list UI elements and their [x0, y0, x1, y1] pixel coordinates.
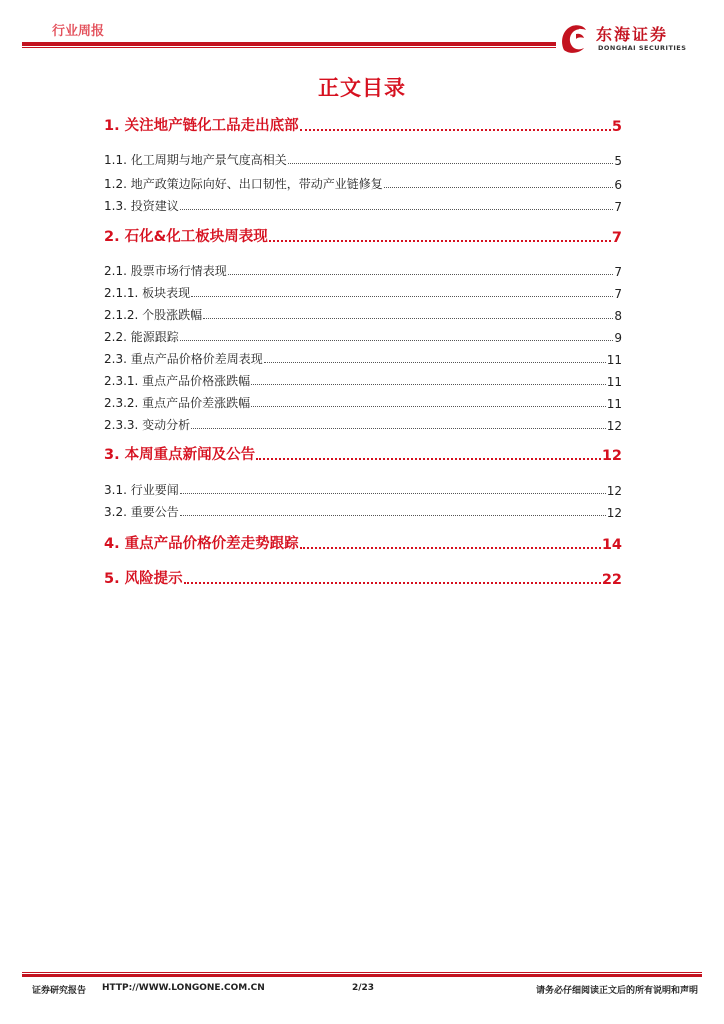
toc-leader-dots — [191, 296, 613, 297]
logo-english-name: DONGHAI SECURITIES — [598, 44, 687, 52]
dragon-logo-icon — [558, 20, 590, 56]
toc-entry-page: 7 — [614, 265, 622, 279]
toc-section-entry[interactable] — [104, 226, 622, 246]
company-logo — [558, 20, 688, 56]
toc-entry-label: 2.3. 重点产品价格价差周表现 — [104, 352, 263, 366]
toc-entry-page: 7 — [611, 230, 622, 246]
toc-leader-dots — [288, 163, 614, 164]
toc-subsection-entry[interactable] — [104, 500, 622, 520]
header-divider-thin — [22, 47, 556, 48]
footer-website-link[interactable]: HTTP://WWW.LONGONE.COM.CN — [102, 983, 265, 993]
toc-entry-page: 7 — [614, 200, 622, 214]
toc-section-entry[interactable] — [104, 115, 622, 135]
toc-entry-label: 2.3.1. 重点产品价格涨跌幅 — [104, 374, 251, 388]
footer-report-type: 证券研究报告 — [32, 986, 87, 996]
toc-subsection-entry[interactable] — [104, 148, 622, 168]
toc-subsection-entry[interactable] — [104, 413, 622, 433]
toc-entry-label: 3. 本周重点新闻及公告 — [104, 447, 256, 463]
toc-leader-dots — [264, 362, 606, 363]
toc-entry-label: 3.1. 行业要闻 — [104, 483, 179, 497]
header-divider — [22, 42, 556, 46]
footer-divider — [22, 974, 702, 977]
toc-section-entry[interactable] — [104, 444, 622, 464]
toc-entry-label: 2.2. 能源跟踪 — [104, 330, 179, 344]
toc-leader-dots — [269, 240, 611, 242]
toc-subsection-entry[interactable] — [104, 303, 622, 323]
toc-leader-dots — [384, 187, 614, 188]
toc-leader-dots — [180, 515, 606, 516]
toc-leader-dots — [251, 384, 606, 385]
footer-divider-thin — [22, 972, 702, 973]
footer-page-number: 2/23 — [352, 983, 375, 993]
toc-entry-page: 14 — [601, 537, 622, 553]
toc-entry-label: 2.1.2. 个股涨跌幅 — [104, 308, 203, 322]
toc-section-entry[interactable] — [104, 568, 622, 588]
toc-entry-page: 12 — [606, 484, 622, 498]
toc-entry-label: 1.3. 投资建议 — [104, 199, 179, 213]
toc-entry-page: 9 — [614, 331, 622, 345]
toc-entry-page: 22 — [601, 572, 622, 588]
toc-subsection-entry[interactable] — [104, 325, 622, 345]
toc-entry-label: 2. 石化&化工板块周表现 — [104, 229, 268, 245]
logo-chinese-name: 东海证券 — [596, 25, 669, 44]
toc-leader-dots — [256, 458, 601, 460]
toc-entry-label: 1.2. 地产政策边际向好、出口韧性，带动产业链修复 — [104, 177, 383, 191]
toc-subsection-entry[interactable] — [104, 259, 622, 279]
toc-subsection-entry[interactable] — [104, 172, 622, 192]
toc-leader-dots — [300, 547, 601, 549]
toc-subsection-entry[interactable] — [104, 369, 622, 389]
toc-entry-label: 2.3.2. 重点产品价差涨跌幅 — [104, 396, 251, 410]
toc-entry-label: 3.2. 重要公告 — [104, 505, 179, 519]
toc-entry-label: 2.1.1. 板块表现 — [104, 286, 191, 300]
header-category: 行业周报 — [52, 24, 105, 39]
toc-subsection-entry[interactable] — [104, 391, 622, 411]
page-title: 正文目录 — [318, 76, 406, 100]
footer-disclaimer: 请务必仔细阅读正文后的所有说明和声明 — [535, 986, 698, 996]
toc-entry-page: 11 — [606, 353, 622, 367]
toc-entry-label: 5. 风险提示 — [104, 571, 183, 587]
toc-entry-label: 2.3.3. 变动分析 — [104, 418, 191, 432]
toc-entry-page: 12 — [601, 448, 622, 464]
toc-entry-page: 8 — [614, 309, 622, 323]
toc-entry-label: 1. 关注地产链化工品走出底部 — [104, 118, 299, 134]
toc-leader-dots — [300, 129, 611, 131]
toc-subsection-entry[interactable] — [104, 281, 622, 301]
toc-leader-dots — [180, 493, 606, 494]
toc-subsection-entry[interactable] — [104, 478, 622, 498]
toc-entry-page: 5 — [611, 119, 622, 135]
toc-entry-page: 12 — [606, 506, 622, 520]
toc-leader-dots — [251, 406, 606, 407]
toc-entry-label: 4. 重点产品价格价差走势跟踪 — [104, 536, 299, 552]
toc-entry-page: 11 — [606, 375, 622, 389]
toc-subsection-entry[interactable] — [104, 347, 622, 367]
toc-entry-page: 5 — [614, 154, 622, 168]
toc-leader-dots — [184, 582, 601, 584]
toc-entry-page: 11 — [606, 397, 622, 411]
toc-leader-dots — [180, 340, 614, 341]
toc-subsection-entry[interactable] — [104, 194, 622, 214]
toc-leader-dots — [191, 428, 606, 429]
toc-leader-dots — [203, 318, 613, 319]
toc-entry-page: 7 — [614, 287, 622, 301]
toc-leader-dots — [180, 209, 614, 210]
toc-section-entry[interactable] — [104, 533, 622, 553]
toc-entry-label: 1.1. 化工周期与地产景气度高相关 — [104, 153, 287, 167]
toc-entry-label: 2.1. 股票市场行情表现 — [104, 264, 227, 278]
toc-leader-dots — [228, 274, 614, 275]
toc-entry-page: 6 — [614, 178, 622, 192]
toc-entry-page: 12 — [606, 419, 622, 433]
